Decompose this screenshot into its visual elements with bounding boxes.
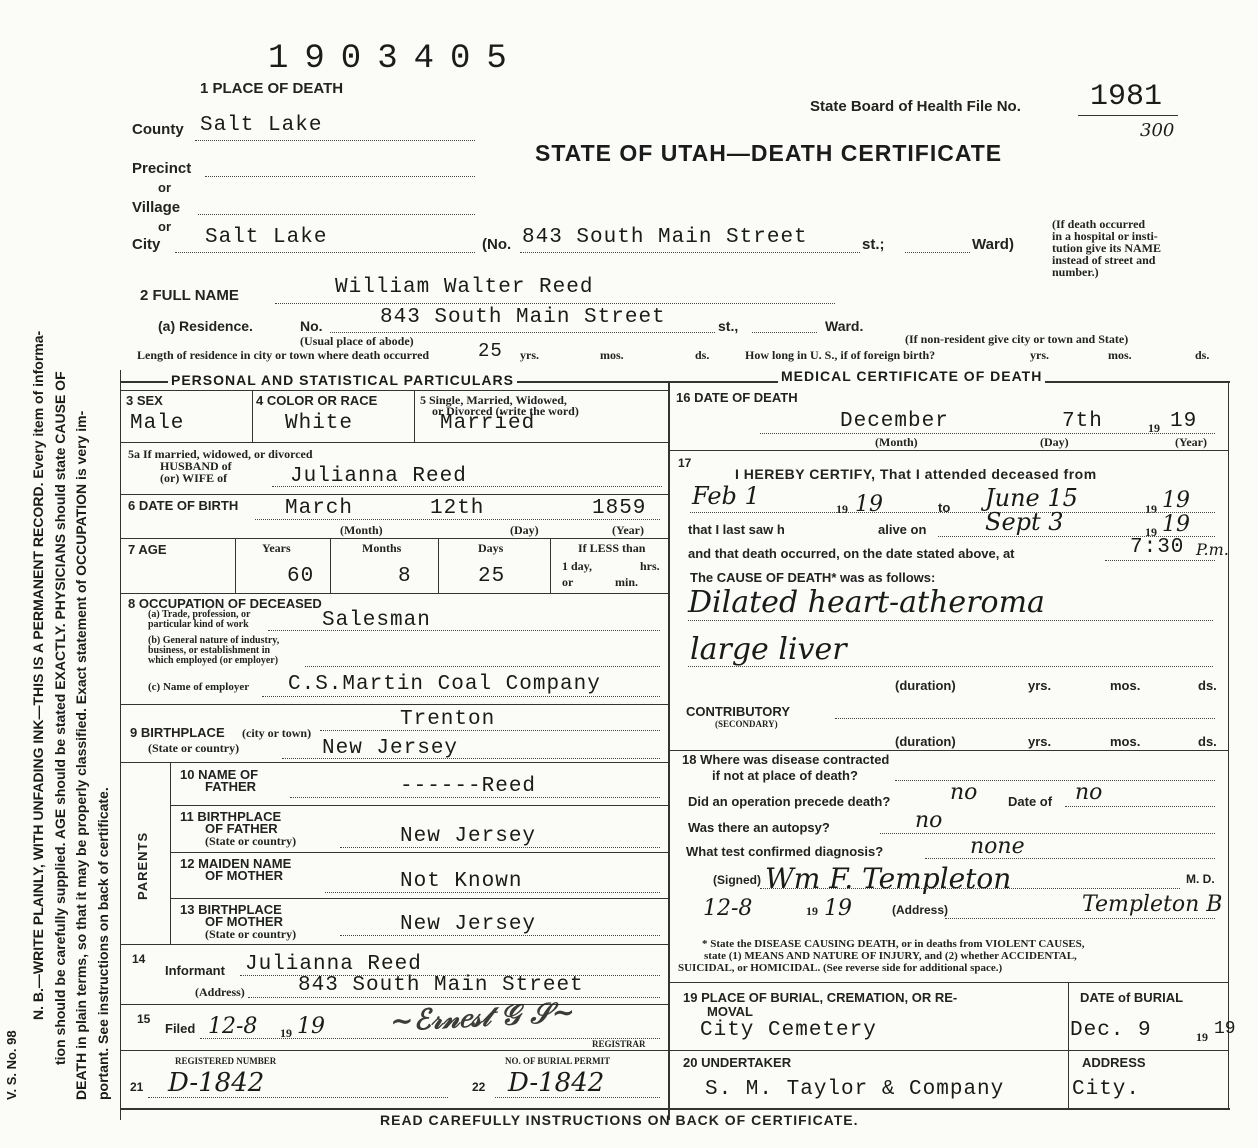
- footnote-1: * State the DISEASE CAUSING DEATH, or in deaths from VIOLENT CAUSES,: [702, 938, 1085, 950]
- burial-date-divider: [1068, 982, 1069, 1108]
- right-column-border: [1228, 383, 1229, 1108]
- informant-address-line: [248, 997, 660, 998]
- birth-state-line: [282, 758, 660, 759]
- informant-label: Informant: [165, 963, 225, 978]
- attended-from-year-prefix: 19: [836, 502, 848, 516]
- autopsy-value: no: [915, 808, 943, 833]
- reg-no-label: 21: [130, 1080, 144, 1094]
- color-marital-divider: [414, 390, 415, 442]
- last-saw-value: Sept 3: [985, 508, 1064, 536]
- city-no-label: (No.: [482, 236, 512, 253]
- sex-color-divider: [252, 390, 253, 442]
- occupation-label: 8 OCCUPATION OF DECEASED: [128, 596, 322, 611]
- age-days-caption: Days: [478, 541, 504, 555]
- occ-b-2: business, or establishment in: [148, 645, 271, 656]
- village-label: Village: [132, 199, 181, 216]
- hospital-note-5: number.): [1052, 265, 1099, 279]
- signed-date-value: 12-8: [703, 896, 753, 921]
- father-bp-label-1: 11 BIRTHPLACE: [180, 809, 282, 824]
- signed-year-prefix: 19: [806, 904, 818, 918]
- last-saw-year-prefix: 19: [1145, 525, 1157, 539]
- hospital-note-4: instead of street and: [1052, 253, 1156, 267]
- margin-line-3: DEATH in plain terms, so that it may be properly classified. Exact statement of OCCUPATION is very im-: [73, 410, 89, 1100]
- color-value: White: [285, 412, 354, 435]
- alive-on-label: alive on: [878, 522, 927, 537]
- length-ds-caption: ds.: [695, 348, 710, 362]
- marital-value: Married: [440, 412, 536, 435]
- duration-label-1: (duration): [895, 678, 956, 693]
- mother-bp-label-2: OF MOTHER: [205, 914, 283, 929]
- father-value: ------Reed: [400, 775, 537, 798]
- permit-no-line: [495, 1097, 660, 1098]
- birthplace-city-note: (city or town): [242, 726, 312, 740]
- test-value: none: [970, 834, 1025, 859]
- birthplace-state-note: (State or country): [148, 741, 240, 755]
- mother-value: Not Known: [400, 870, 523, 893]
- father-bp-label-2: OF FATHER: [205, 821, 278, 836]
- foreign-yrs-caption: yrs.: [1030, 348, 1049, 362]
- signed-label: (Signed): [713, 873, 761, 887]
- full-name-label: 2 FULL NAME: [140, 287, 239, 304]
- burial-permit-label: NO. OF BURIAL PERMIT: [505, 1056, 611, 1066]
- death-address-value: 843 South Main Street: [522, 226, 808, 249]
- personal-section-title: PERSONAL AND STATISTICAL PARTICULARS: [168, 372, 517, 388]
- attended-from-year: 19: [855, 492, 883, 517]
- filed-number: 15: [137, 1012, 151, 1026]
- occ-a-2: particular kind of work: [148, 619, 249, 630]
- spouse-label-1: 5a If married, widowed, or divorced: [128, 447, 313, 461]
- certify-text: I HEREBY CERTIFY, That I attended deceased from: [735, 466, 1097, 482]
- attended-line: [690, 512, 1215, 513]
- employer-line: [262, 696, 660, 697]
- burial-label-1: 19 PLACE OF BURIAL, CREMATION, OR RE-: [683, 990, 958, 1005]
- medical-section-title: MEDICAL CERTIFICATE OF DEATH: [778, 368, 1045, 384]
- mother-bp-line: [340, 935, 660, 936]
- residence-no-label: No.: [300, 318, 323, 334]
- less-than-hrs: hrs.: [640, 559, 660, 573]
- burial-permit-value: D-1842: [508, 1068, 605, 1098]
- county-line: [195, 140, 475, 141]
- test-line: [925, 858, 1215, 859]
- item-18-label-1: 18 Where was disease contracted: [682, 752, 890, 767]
- row-spouse-top: [120, 442, 668, 443]
- less-than-1: If LESS than: [578, 541, 646, 555]
- filed-year-prefix: 19: [280, 1026, 292, 1040]
- certificate-title: STATE OF UTAH—DEATH CERTIFICATE: [535, 140, 1003, 166]
- less-than-3: or: [562, 575, 574, 589]
- signed-line: [760, 888, 1180, 889]
- age-months-value: 8: [398, 565, 412, 588]
- city-ward-label: Ward): [972, 236, 1014, 253]
- time-pm: P.m.: [1196, 540, 1229, 559]
- spouse-value: Julianna Reed: [290, 465, 467, 488]
- cause-of-death-2: large liver: [690, 632, 847, 667]
- age-less-divider: [550, 538, 551, 593]
- informant-number: 14: [132, 952, 146, 966]
- spouse-label-3: (or) WIFE of: [160, 471, 228, 485]
- dod-year-value: 19: [1170, 410, 1198, 433]
- last-saw-year: 19: [1162, 512, 1190, 537]
- industry-line: [305, 666, 660, 667]
- spouse-label-2: HUSBAND of: [160, 459, 232, 473]
- dod-year-prefix: 19: [1148, 421, 1160, 435]
- contributory-line: [835, 718, 1215, 719]
- occ-b-3: which employed (or employer): [148, 655, 279, 666]
- hospital-note-2: in a hospital or insti-: [1052, 229, 1158, 243]
- attended-to-label: to: [938, 500, 951, 515]
- county-value: Salt Lake: [200, 114, 323, 137]
- foreign-ds-caption: ds.: [1195, 348, 1210, 362]
- dod-day-caption: (Day): [1040, 435, 1069, 449]
- mother-label-2: OF MOTHER: [205, 868, 283, 883]
- duration-mos-2: mos.: [1110, 734, 1141, 749]
- secondary-label: (SECONDARY): [715, 719, 778, 729]
- undertaker-address-value: City.: [1072, 1078, 1141, 1101]
- filed-line: [200, 1038, 660, 1039]
- sex-label: 3 SEX: [126, 393, 163, 408]
- mother-birthplace-value: New Jersey: [400, 913, 537, 936]
- operation-label: Did an operation precede death?: [688, 794, 891, 809]
- file-no-label: State Board of Health File No.: [810, 98, 1021, 115]
- father-bp-label-3: (State or country): [205, 834, 297, 848]
- father-label-1: 10 NAME OF: [180, 767, 259, 782]
- footer-instructions: READ CAREFULLY INSTRUCTIONS ON BACK OF CERTIFICATE.: [380, 1112, 859, 1128]
- file-sub-value: 300: [1140, 120, 1175, 141]
- length-residence-label: Length of residence in city or town where death occurred: [137, 348, 430, 362]
- less-than-2: 1 day,: [562, 559, 593, 573]
- row-dob-top: [120, 494, 668, 495]
- registered-number-value: D-1842: [168, 1068, 265, 1098]
- registrar-label: REGISTRAR: [592, 1039, 646, 1049]
- physician-address-label: (Address): [892, 903, 949, 917]
- row-age-top: [120, 538, 668, 539]
- residence-ward-line: [752, 332, 817, 333]
- row-father-bp-top: [170, 805, 668, 806]
- signed-year-value: 19: [824, 896, 852, 921]
- length-yrs-caption: yrs.: [520, 348, 539, 362]
- city-value: Salt Lake: [205, 226, 328, 249]
- sex-value: Male: [130, 412, 185, 435]
- row-mother-top: [170, 852, 668, 853]
- md-label: M. D.: [1186, 872, 1215, 886]
- center-column-divider: [668, 383, 670, 1120]
- usual-place-note: (Usual place of abode): [300, 334, 414, 348]
- autopsy-line: [880, 833, 1215, 834]
- margin-line-4: portant. See instructions on back of certificate.: [95, 787, 111, 1100]
- informant-address-label: (Address): [195, 985, 245, 999]
- hospital-note-3: tution give its NAME: [1052, 241, 1161, 255]
- full-name-line: [275, 303, 835, 304]
- age-days-divider: [438, 538, 439, 593]
- attended-to-value: June 15: [985, 484, 1078, 512]
- city-line: [175, 252, 475, 253]
- burial-date-label: DATE of BURIAL: [1080, 990, 1184, 1005]
- row-informant-top: [120, 944, 668, 945]
- row-17-top: [668, 450, 1228, 451]
- registrar-signature: ~ℰ𝓇𝓃𝑒𝓈𝓉 𝒢 𝒮~: [389, 995, 576, 1038]
- form-bottom-border: [120, 1108, 1230, 1110]
- marital-label-2: or Divorced (write the word): [432, 404, 579, 418]
- duration-yrs-1: yrs.: [1028, 678, 1052, 693]
- item-17-number: 17: [678, 456, 692, 470]
- reg-no-line: [148, 1097, 448, 1098]
- row-mother-bp-top: [170, 898, 668, 899]
- precinct-line: [205, 176, 475, 177]
- cause-line-1: [688, 620, 1213, 621]
- age-months-divider: [330, 538, 331, 593]
- cause-of-death-1: Dilated heart-atheroma: [688, 585, 1045, 620]
- dob-day: 12th: [430, 497, 485, 520]
- residence-ward-label: Ward.: [825, 318, 864, 334]
- age-years-caption: Years: [262, 541, 291, 555]
- informant-value: Julianna Reed: [245, 953, 422, 976]
- mother-line: [325, 892, 660, 893]
- physician-signature: Wm F. Templeton: [765, 862, 1012, 895]
- filed-date-value: 12-8: [208, 1014, 258, 1039]
- autopsy-label: Was there an autopsy?: [688, 820, 830, 835]
- occ-c: (c) Name of employer: [148, 681, 250, 693]
- informant-address-value: 843 South Main Street: [298, 974, 584, 997]
- city-label: City: [132, 236, 161, 253]
- contributory-label: CONTRIBUTORY: [686, 704, 790, 719]
- residence-st-label: st.,: [718, 318, 739, 334]
- left-column-border: [120, 370, 121, 1120]
- dob-label: 6 DATE OF BIRTH: [128, 498, 239, 513]
- parents-divider: [170, 762, 171, 944]
- village-line: [198, 214, 475, 215]
- father-label-2: FATHER: [205, 779, 257, 794]
- spouse-line: [272, 486, 662, 487]
- operation-date-label: Date of: [1008, 794, 1053, 809]
- registered-number-label: REGISTERED NUMBER: [175, 1056, 277, 1066]
- or-2: or: [158, 219, 171, 234]
- age-label: 7 AGE: [128, 542, 167, 557]
- attended-to-year-prefix: 19: [1145, 502, 1157, 516]
- age-years-value: 60: [287, 565, 315, 588]
- operation-value: no: [950, 780, 978, 805]
- time-of-death-value: 7:30: [1130, 536, 1185, 559]
- row-sex-top: [120, 390, 668, 391]
- dob-day-caption: (Day): [510, 523, 539, 537]
- item-18-line: [895, 780, 1215, 781]
- dob-month: March: [285, 497, 354, 520]
- form-number: V. S. No. 98: [4, 1030, 19, 1100]
- burial-date-value: Dec. 9: [1070, 1019, 1152, 1042]
- duration-mos-1: mos.: [1110, 678, 1141, 693]
- footnote-2: state (1) MEANS AND NATURE OF INJURY, and (2) whether ACCIDENTAL,: [704, 950, 1077, 962]
- age-days-value: 25: [478, 565, 506, 588]
- burial-place-value: City Cemetery: [700, 1019, 877, 1042]
- occ-b-1: (b) General nature of industry,: [148, 635, 280, 646]
- father-bp-line: [340, 847, 660, 848]
- occupation-line: [268, 630, 660, 631]
- physician-address-line: [945, 918, 1215, 919]
- parents-label: PARENTS: [135, 831, 150, 900]
- file-no-line: [1078, 115, 1178, 116]
- mother-label-1: 12 MAIDEN NAME: [180, 856, 292, 871]
- employer-value: C.S.Martin Coal Company: [288, 673, 601, 696]
- birth-state-value: New Jersey: [322, 737, 459, 760]
- age-months-caption: Months: [362, 541, 402, 555]
- color-label: 4 COLOR OR RACE: [256, 393, 378, 408]
- nonresident-note: (If non-resident give city or town and State): [905, 332, 1129, 346]
- residence-label: (a) Residence.: [158, 318, 253, 334]
- less-than-min: min.: [615, 575, 639, 589]
- operation-date-line: [1065, 806, 1215, 807]
- burial-year-prefix: 19: [1196, 1030, 1208, 1044]
- cause-line-2: [688, 666, 1213, 667]
- undertaker-value: S. M. Taylor & Company: [705, 1078, 1005, 1101]
- margin-line-2: tion should be carefully supplied. AGE should be stated EXACTLY. PHYSICIANS should state CAUSE OF: [52, 371, 68, 1065]
- row-undertaker-top: [668, 1050, 1228, 1051]
- duration-ds-2: ds.: [1198, 734, 1217, 749]
- death-address-line: [520, 252, 860, 253]
- hospital-note-1: (If death occurred: [1052, 217, 1146, 231]
- birth-city-line: [320, 730, 660, 731]
- precinct-label: Precinct: [132, 160, 192, 177]
- residence-line: [330, 332, 715, 333]
- county-label: County: [132, 121, 184, 138]
- length-residence-years: 25: [478, 340, 503, 362]
- duration-label-2: (duration): [895, 734, 956, 749]
- birth-city-value: Trenton: [400, 708, 496, 731]
- place-of-death-label: 1 PLACE OF DEATH: [200, 80, 344, 97]
- row-18-top: [668, 750, 1228, 751]
- full-name-value: William Walter Reed: [335, 276, 594, 299]
- filed-label: Filed: [165, 1021, 196, 1036]
- test-label: What test confirmed diagnosis?: [686, 844, 884, 859]
- permit-no-label: 22: [472, 1080, 486, 1094]
- row-numbers-top: [120, 1050, 668, 1051]
- death-occurred-label: and that death occurred, on the date stated above, at: [688, 546, 1015, 561]
- footnote-3: SUICIDAL, or HOMICIDAL. (See reverse side for additional space.): [678, 962, 1003, 974]
- duration-yrs-2: yrs.: [1028, 734, 1052, 749]
- row-burial-top: [668, 982, 1228, 983]
- length-mos-caption: mos.: [600, 348, 624, 362]
- time-line: [1105, 560, 1215, 561]
- margin-line-1: N. B.—WRITE PLAINLY, WITH UNFADING INK—THIS IS A PERMANENT RECORD. Every item of informa-: [30, 330, 46, 1020]
- file-no-value: 1981: [1090, 80, 1163, 114]
- dod-month-caption: (Month): [875, 435, 918, 449]
- attended-from-value: Feb 1: [692, 482, 760, 510]
- burial-label-2: MOVAL: [707, 1004, 753, 1019]
- attended-to-year: 19: [1162, 488, 1190, 513]
- dod-label: 16 DATE OF DEATH: [676, 390, 798, 405]
- operation-date-value: no: [1075, 780, 1103, 805]
- dod-month-value: December: [840, 410, 949, 433]
- physician-address-value: Templeton B: [1082, 892, 1223, 917]
- occupation-value: Salesman: [322, 609, 431, 632]
- or-1: or: [158, 180, 171, 195]
- filed-year-value: 19: [297, 1014, 325, 1039]
- cause-label: The CAUSE OF DEATH* was as follows:: [690, 570, 936, 585]
- item-18-label-2: if not at place of death?: [712, 768, 858, 783]
- row-occupation-top: [120, 593, 668, 594]
- row-parents-top: [120, 762, 668, 763]
- dob-year-caption: (Year): [612, 523, 644, 537]
- marital-label-1: 5 Single, Married, Widowed,: [420, 393, 567, 407]
- certificate-number: 1903405: [268, 40, 523, 78]
- age-years-divider: [235, 538, 236, 593]
- burial-year-value: 19: [1214, 1019, 1236, 1039]
- dod-year-caption: (Year): [1175, 435, 1207, 449]
- mother-bp-label-3: (State or country): [205, 927, 297, 941]
- dob-line: [255, 519, 660, 520]
- row-birthplace-top: [120, 704, 668, 705]
- foreign-birth-label: How long in U. S., if of foreign birth?: [745, 348, 936, 362]
- father-line: [290, 797, 660, 798]
- dod-day-value: 7th: [1062, 410, 1103, 433]
- city-st-label: st.;: [862, 236, 885, 253]
- father-birthplace-value: New Jersey: [400, 825, 537, 848]
- ward-line: [905, 252, 970, 253]
- dob-year: 1859: [592, 497, 647, 520]
- foreign-mos-caption: mos.: [1108, 348, 1132, 362]
- last-saw-label: that I last saw h: [688, 522, 785, 537]
- mother-bp-label-1: 13 BIRTHPLACE: [180, 902, 282, 917]
- undertaker-address-label: ADDRESS: [1082, 1055, 1146, 1070]
- dob-month-caption: (Month): [340, 523, 383, 537]
- occ-a-1: (a) Trade, profession, or: [148, 609, 251, 620]
- dod-line: [760, 433, 1215, 434]
- birthplace-label: 9 BIRTHPLACE: [130, 725, 225, 740]
- duration-ds-1: ds.: [1198, 678, 1217, 693]
- undertaker-label: 20 UNDERTAKER: [683, 1055, 792, 1070]
- residence-value: 843 South Main Street: [380, 306, 666, 329]
